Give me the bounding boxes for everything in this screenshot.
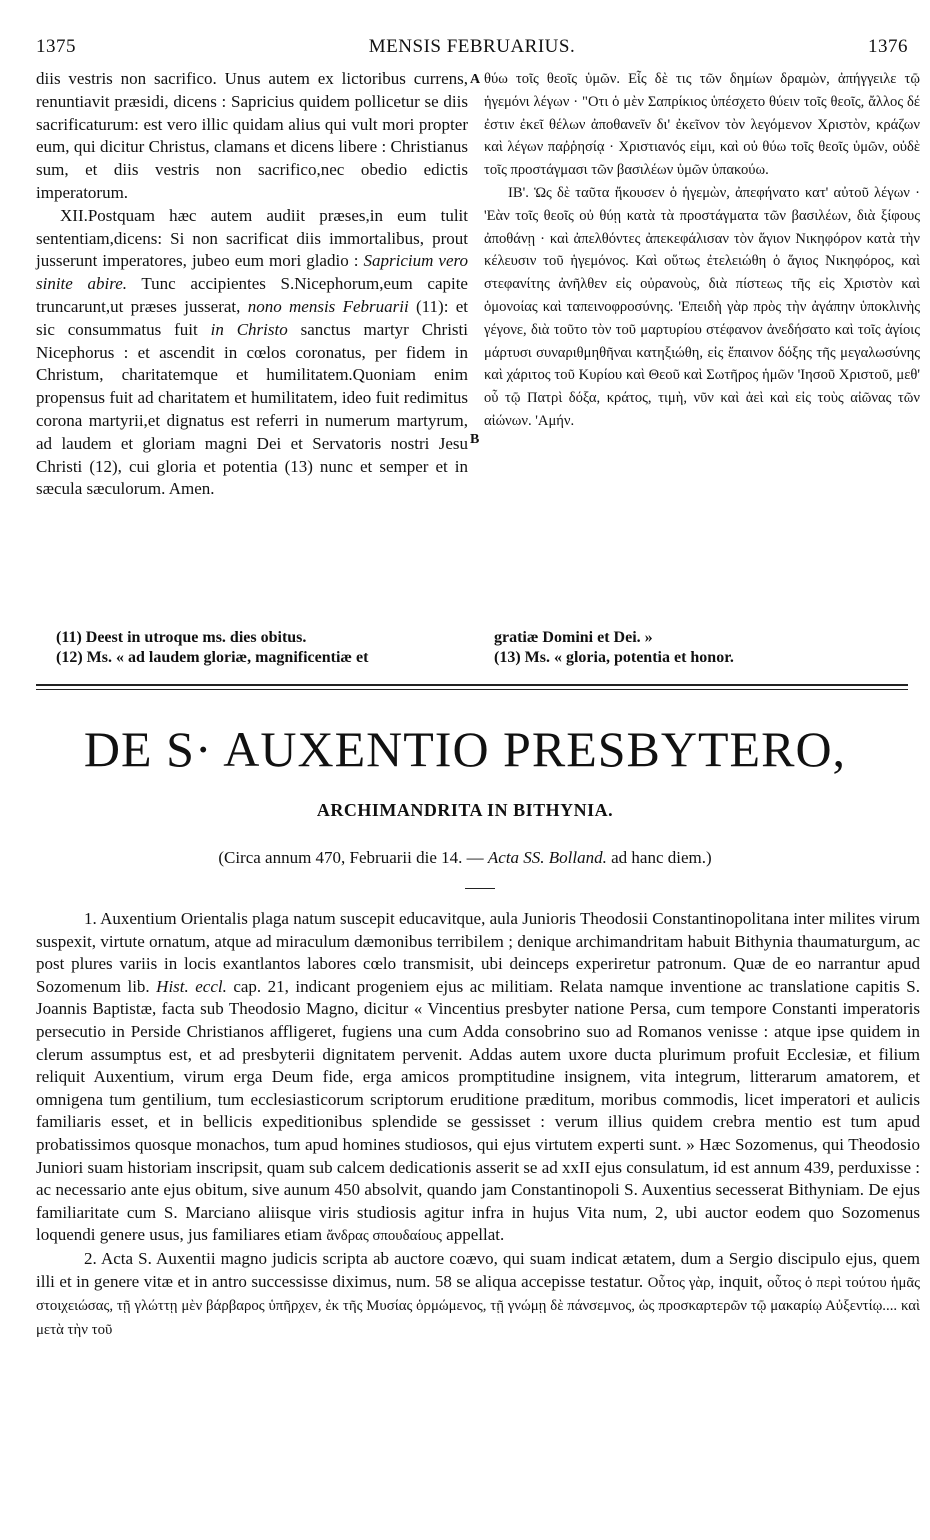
italic-run: Hist. eccl. — [156, 976, 227, 996]
body-paragraph — [36, 1248, 920, 1341]
page-number-left: 1375 — [36, 36, 76, 57]
greek-run: ἄνδρας σπουδαίους — [326, 1228, 442, 1245]
text-run: (11): et sic consummatus fuit — [36, 296, 468, 339]
text-run: cap. 21, indicant progeniem ejus ac militiam. Relata namque inventione ac translatione capitis S. Joannis Baptistæ, facta sub Theodosio Magno, dicitur « Vincentius presbyter natione Persa, cum tempore Constanti imperatoris persecutio in Perside Christianos affligeret, fugiens una cum Adda consobrino suo ad Romanos venisse : atque ipse quidem in clerum assumptus est, et ad presbyterii dignitatem pervenit. Addas autem uxore ducta plurimum profuit Ecclesiæ, et filium reliquit Auxentium, virum erga Deum fide, erga amicos promptitudine insignem, vita integrum, litterarum amatorem, et omnigena tum gentilium, tum ecclesiasticorum scriptorum eruditione præditum, moribus commodis, licet imperatori et aulicis familiaris esset, et in bellicis expeditionibus splendide se gessisset : verum illius quidem crebra mentio est tum apud probatissimos quosque monachos, tum apud homines studiosos, qui ejus virtutem experti sunt. » Hæc Sozomenus, qui Theodosio Juniori suam historiam inscripsit, quam sub calcem dedicationis asserit se ad xxII ejus consulatum, id est annum 439, perduxisse : ac necessario ante ejus obitum, sive aunum 450 absolvit, quando jam Constantinopoli S. Auxentius secesserat Bithyniam. De ejus familiaritate cum S. Marciano aliisque viris studiosis agitur infra in hujus Vita num, 2, ubi auctor eodem quo Sozomenus loquendi genere usus, jus familiares etiam — [36, 976, 920, 1245]
greek-run: Οὗτος γὰρ, — [647, 1274, 715, 1291]
text-run: XII.Postquam hæc autem audiit præses,in eum tulit sententiam,dicens: Si non sacrificat diis immortalibus, prout jusserunt imperatores, jubeo eum mori gladio : — [36, 205, 468, 271]
text-run: ad hanc diem.) — [606, 848, 712, 867]
text-run: (Circa annum 470, Februarii die 14. — — [218, 848, 488, 867]
page-number-right: 1376 — [868, 36, 908, 57]
footnotes-left — [56, 628, 476, 668]
footnotes-right — [494, 628, 914, 668]
latin-paragraph — [36, 205, 468, 501]
greek-run: οὗτος ὁ περὶ τούτου ἡμᾶς στοιχειώσας, τῇ γλώττῃ μὲν βάρβαρος ὑπῆρχεν, ἐκ τῆς Μυσίας ὁρμώμενος, τῇ γνώμῃ δὲ πάνσεμνος, ὡς προσκαρτερῶν τῷ μακαρίῳ Αὐξεντίῳ.... καὶ μετὰ τὴν τοῦ — [36, 1274, 920, 1338]
section-date-line — [0, 848, 930, 868]
text-run: Tunc accipientes S.Nicephorum,eum capite truncarunt,ut præses jusserat, — [36, 274, 468, 316]
margin-mark-a: A — [470, 72, 481, 87]
text-run: inquit, — [714, 1271, 768, 1291]
greek-paragraph: ΙΒ'. Ὡς δὲ ταῦτα ἤκουσεν ὁ ἡγεμὼν, ἀπεφήνατο κατ' αὐτοῦ λέγων · 'Εὰν τοῖς θεοῖς οὐ θύῃ κατὰ τὰ προστάγματα τῶν βασιλέων, διὰ ξίφους ἀποθάνῃ · καὶ ἀπελθόντες ἀπεκεφάλισαν τὸν ἅγιον Νικηφόρον κατὰ τὴν κέλευσιν τοῦ ἡγεμόνος. Καὶ οὕτως ἐτελειώθη ὁ ἅγιος Νικηφόρος, καὶ στεφανίτης ἀνῆλθεν εἰς οὐρανοὺς, διὰ πίστεως τῆς εἰς Χριστὸν καὶ ὁμονοίας καὶ ταπεινοφροσύνης. 'Επειδὴ γὰρ πρὸς τὴν ἀγάπην ὑποκλινὴς γέγονε, διὰ τοῦτο τὸν τοῦ μαρτυρίου στέφανον ἀνεδήσατο καὶ τοῖς ἁγίοις μάρτυσι συναριθμηθῆναι κατηξιώθη, εἰς ἔπαινον δόξης τῆς μεγαλωσύνης καὶ χάριτος τοῦ Κυρίου καὶ Θεοῦ καὶ Σωτῆρος ἡμῶν 'Ιησοῦ Χριστοῦ, μεθ' οὗ τῷ Πατρὶ δόξα, κράτος, τιμὴ, νῦν καὶ ἀεὶ καὶ εἰς τοὺς αἰῶνας τῶν αἰώνων. 'Αμήν. — [484, 184, 920, 429]
footnote: gratiæ Domini et Dei. » — [494, 629, 653, 646]
footnote: (12) Ms. « ad laudem gloriæ, magnificentiæ et — [56, 649, 369, 666]
running-header — [36, 36, 908, 60]
section-title: DE S· AUXENTIO PRESBYTERO, — [83, 721, 847, 777]
latin-paragraph: diis vestris non sacrifico. Unus autem ex lictoribus currens, renuntiavit præsidi, dicens : Sapricius quidem pollicetur se diis sacrificaturum: est vero illic quidam alius qui vult mori propter eum, qui dicitur Christus, clamans et dicens libere : Christianus sum, et diis vestris non sacrifico,nec obedio edictis imperatorum. — [36, 69, 468, 202]
greek-paragraph: θύω τοῖς θεοῖς ὑμῶν. Εἷς δὲ τις τῶν δημίων δραμὼν, ἀπήγγειλε τῷ ἡγεμόνι λέγων · "Οτι ὁ μὲν Σαπρίκιος ὑπέσχετο θύειν τοῖς θεοῖς, ἄλλος δέ ἐστιν ἐκεῖ θέλων ἀποθανεῖν δι' ἐκεῖνον τὸν λεγόμενον Χριστὸν, κράζων καὶ λέγων παῤῥησίᾳ · Χριστιανός εἰμι, καὶ οὐ θύω τοῖς θεοῖς ὑμῶν, οὐδὲ τοῖς προστάγμασι τῶν βασιλέων ὑμῶν ὑπακούω. — [484, 71, 920, 179]
text-run: appellat. — [441, 1225, 505, 1245]
text-run: 2. Acta S. Auxentii magno judicis scripta ab auctore coævo, qui suam indicat ætatem, dum a Sergio discipulo ejus, quem illi et in genere vitæ et in antro successisse diximus, num. 58 se aliqua accepisse testatur. — [36, 1248, 920, 1291]
text-run: 1. Auxentium Orientalis plaga natum suscepit educavitque, aula Junioris Theodosii Constantinopolitana inter milites virum suspexit, virtute ornatum, atque ad miraculum dæmonibus terribilem ; denique archimandritam habuit Bithynia thaumaturgum, ac post plures variis in locis exantlantos labores cœlo transmisit, ubi deinceps experiretur patronum. Quæ de eo narrantur apud Sozomenum lib. — [36, 909, 920, 996]
short-rule — [465, 888, 495, 889]
footnote: (11) Deest in utroque ms. dies obitus. — [56, 629, 307, 646]
running-title: MENSIS FEBRUARIUS. — [368, 36, 576, 57]
latin-column — [36, 68, 468, 501]
greek-column — [484, 68, 920, 433]
margin-mark-b: B — [470, 432, 480, 447]
italic-run: in Christo — [210, 319, 288, 339]
italic-run: Acta SS. Bolland. — [487, 848, 607, 867]
section-divider — [36, 689, 908, 690]
italic-run: nono mensis Februarii — [247, 296, 409, 316]
footnote: (13) Ms. « gloria, potentia et honor. — [494, 649, 734, 666]
section-subtitle: ARCHIMANDRITA IN BITHYNIA. — [316, 800, 614, 820]
italic-run: Sapricium vero sinite abire. — [36, 251, 468, 294]
body-text — [36, 908, 920, 1341]
body-paragraph — [36, 908, 920, 1248]
section-divider — [36, 684, 908, 686]
text-run: sanctus martyr Christi Nicephorus : et ascendit in cœlos coronatus, per fidem in Christum, charitatemque et humilitatem.Quoniam enim propensus fuit ad charitatem et humilitatem, ideo fuit redimitus corona martyrii,et dignatus est referri in numerum martyrum, ad laudem et gloriam magni Dei et Servatoris nostri Jesu Christi (12), cui gloria et potentia (13) nunc et semper et in sæcula sæculorum. Amen. — [36, 319, 468, 499]
